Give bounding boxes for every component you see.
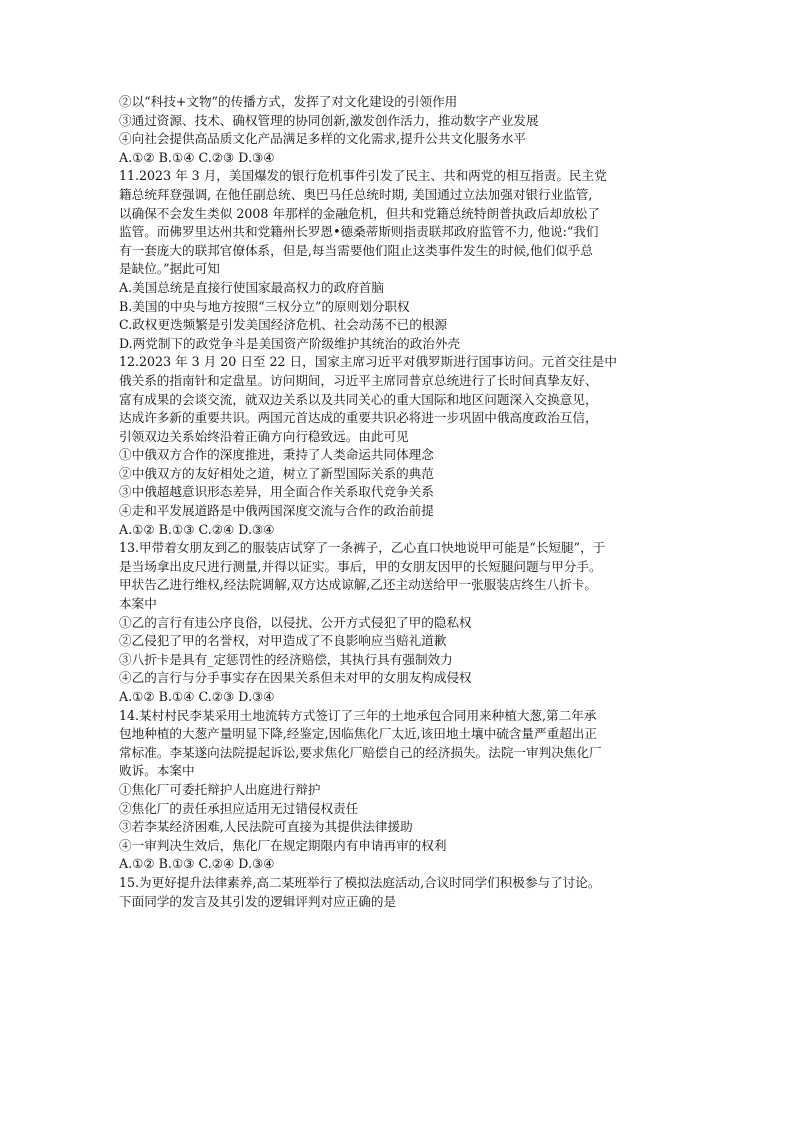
stem-line: 是缺位。”据此可知 <box>119 261 220 277</box>
page-content <box>119 93 687 911</box>
option-line: ③若李某经济困难,人民法院可直接为其提供法律援助 <box>119 819 413 835</box>
stem-line: 引领双边关系始终沿着正确方向行稳致远。由此可见 <box>119 428 409 444</box>
option-line: ②乙侵犯了甲的名誉权，对甲造成了不良影响应当赔礼道歉 <box>119 633 447 649</box>
answer-choices: A.①② B.①③ C.②④ D.③④ <box>119 856 275 872</box>
option-line: ②中俄双方的友好相处之道，树立了新型国际关系的典范 <box>119 465 434 481</box>
option-line: ③中俄超越意识形态差异，用全面合作关系取代竞争关系 <box>119 484 434 500</box>
stem-line: 12.2023 年 3 月 20 日至 22 日，国家主席习近平对俄罗斯进行国事访问。元首交往是中 <box>119 354 617 370</box>
option-line: ①焦化厂可委托辩护人出庭进行辩护 <box>119 781 321 797</box>
question-10-tail <box>119 93 687 167</box>
stem-line: 11.2023 年 3 月，美国爆发的银行危机事件引发了民主、共和两党的相互指责。民主党 <box>119 168 607 184</box>
stem-line: 下面同学的发言及其引发的逻辑评判对应正确的是 <box>119 893 397 909</box>
stem-line: 富有成果的会谈交流，就双边关系以及共同关心的重大国际和地区问题深入交换意见， <box>119 391 598 407</box>
stem-line: 本案中 <box>119 596 157 612</box>
answer-choices: A.①② B.①④ C.②③ D.③④ <box>119 149 275 165</box>
option-line: A.美国总统是直接行使国家最高权力的政府首脑 <box>119 279 384 295</box>
option-line: ④乙的言行与分手事实存在因果关系但未对甲的女朋友构成侵权 <box>119 670 472 686</box>
option-line: ③通过资源、技术、确权管理的协同创新,激发创作活力，推动数字产业发展 <box>119 112 539 128</box>
option-line: ④一审判决生效后，焦化厂在规定期限内有申请再审的权利 <box>119 837 447 853</box>
answer-choices: A.①② B.①④ C.②③ D.③④ <box>119 689 275 704</box>
option-line: ②以“科技+文物”的传播方式，发挥了对文化建设的引领作用 <box>119 94 458 109</box>
stem-line: 监管。而佛罗里达州共和党籍州长罗恩•德桑蒂斯则指责联邦政府监管不力, 他说:“我们 <box>119 224 599 240</box>
question-11 <box>119 167 687 353</box>
stem-line: 败诉。本案中 <box>119 763 195 779</box>
stem-line: 达成许多新的重要共识。两国元首达成的重要共识必将进一步巩固中俄高度政治互信， <box>119 410 598 426</box>
option-line: ②焦化厂的责任承担应适用无过错侵权责任 <box>119 800 359 816</box>
option-line: ①中俄双方合作的深度推进，秉持了人类命运共同体理念 <box>119 447 434 463</box>
question-13 <box>119 539 687 706</box>
stem-line: 14.某村村民李某采用土地流转方式签订了三年的土地承包合同用来种植大葱,第二年承 <box>119 707 597 723</box>
stem-line: 甲状告乙进行维权,经法院调解,双方达成谅解,乙还主动送给甲一张服装店终生八折卡。 <box>119 577 597 593</box>
stem-line: 常标准。李某遂向法院提起诉讼,要求焦化厂赔偿自己的经济损失。法院一审判决焦化厂 <box>119 744 602 760</box>
option-line: D.两党制下的政党争斗是美国资产阶级维护其统治的政治外壳 <box>119 335 461 351</box>
option-line: B.美国的中央与地方按照“三权分立”的原则划分职权 <box>119 298 410 314</box>
stem-line: 15.为更好提升法律素养,高二某班举行了模拟法庭活动,合议时同学们积极参与了讨论。 <box>119 874 601 890</box>
stem-line: 包地种植的大葱产量明显下降,经鉴定,因临焦化厂太近,该田地土壤中硫含量严重超出正 <box>119 726 597 742</box>
question-12 <box>119 353 687 539</box>
stem-line: 有一套庞大的联邦官僚体系，但是,每当需要他们阻止这类事件发生的时候,他们似乎总 <box>119 242 593 258</box>
option-line: C.政权更迭频繁是引发美国经济危机、社会动荡不已的根源 <box>119 317 448 333</box>
answer-choices: A.①② B.①③ C.②④ D.③④ <box>119 521 275 537</box>
option-line: ④走和平发展道路是中俄两国深度交流与合作的政治前提 <box>119 503 434 519</box>
stem-line: 以确保不会发生类似 2008 年那样的金融危机，但共和党籍总统特朗普执政后却放松了 <box>119 205 600 221</box>
option-line: ①乙的言行有违公序良俗，以侵扰、公开方式侵犯了甲的隐私权 <box>119 614 472 630</box>
question-14 <box>119 707 687 874</box>
option-line: ③八折卡是具有_定惩罚性的经济赔偿，其执行具有强制效力 <box>119 651 453 667</box>
stem-line: 是当场拿出皮尺进行测量,并得以证实。事后，甲的女朋友因甲的长短腿问题与甲分手。 <box>119 558 602 574</box>
stem-line: 俄关系的指南针和定盘星。访问期间，习近平主席同普京总统进行了长时间真挚友好、 <box>119 372 598 388</box>
stem-line: 籍总统拜登强调, 在他任副总统、奥巴马任总统时期, 美国通过立法加强对银行业监管, <box>119 186 593 202</box>
option-line: ④向社会提供高品质文化产品满足多样的文化需求,提升公共文化服务水平 <box>119 131 527 147</box>
question-15 <box>119 874 687 911</box>
stem-line: 13.甲带着女朋友到乙的服装店试穿了一条裤子，乙心直口快地说甲可能是“长短腿”，于 <box>119 540 606 556</box>
